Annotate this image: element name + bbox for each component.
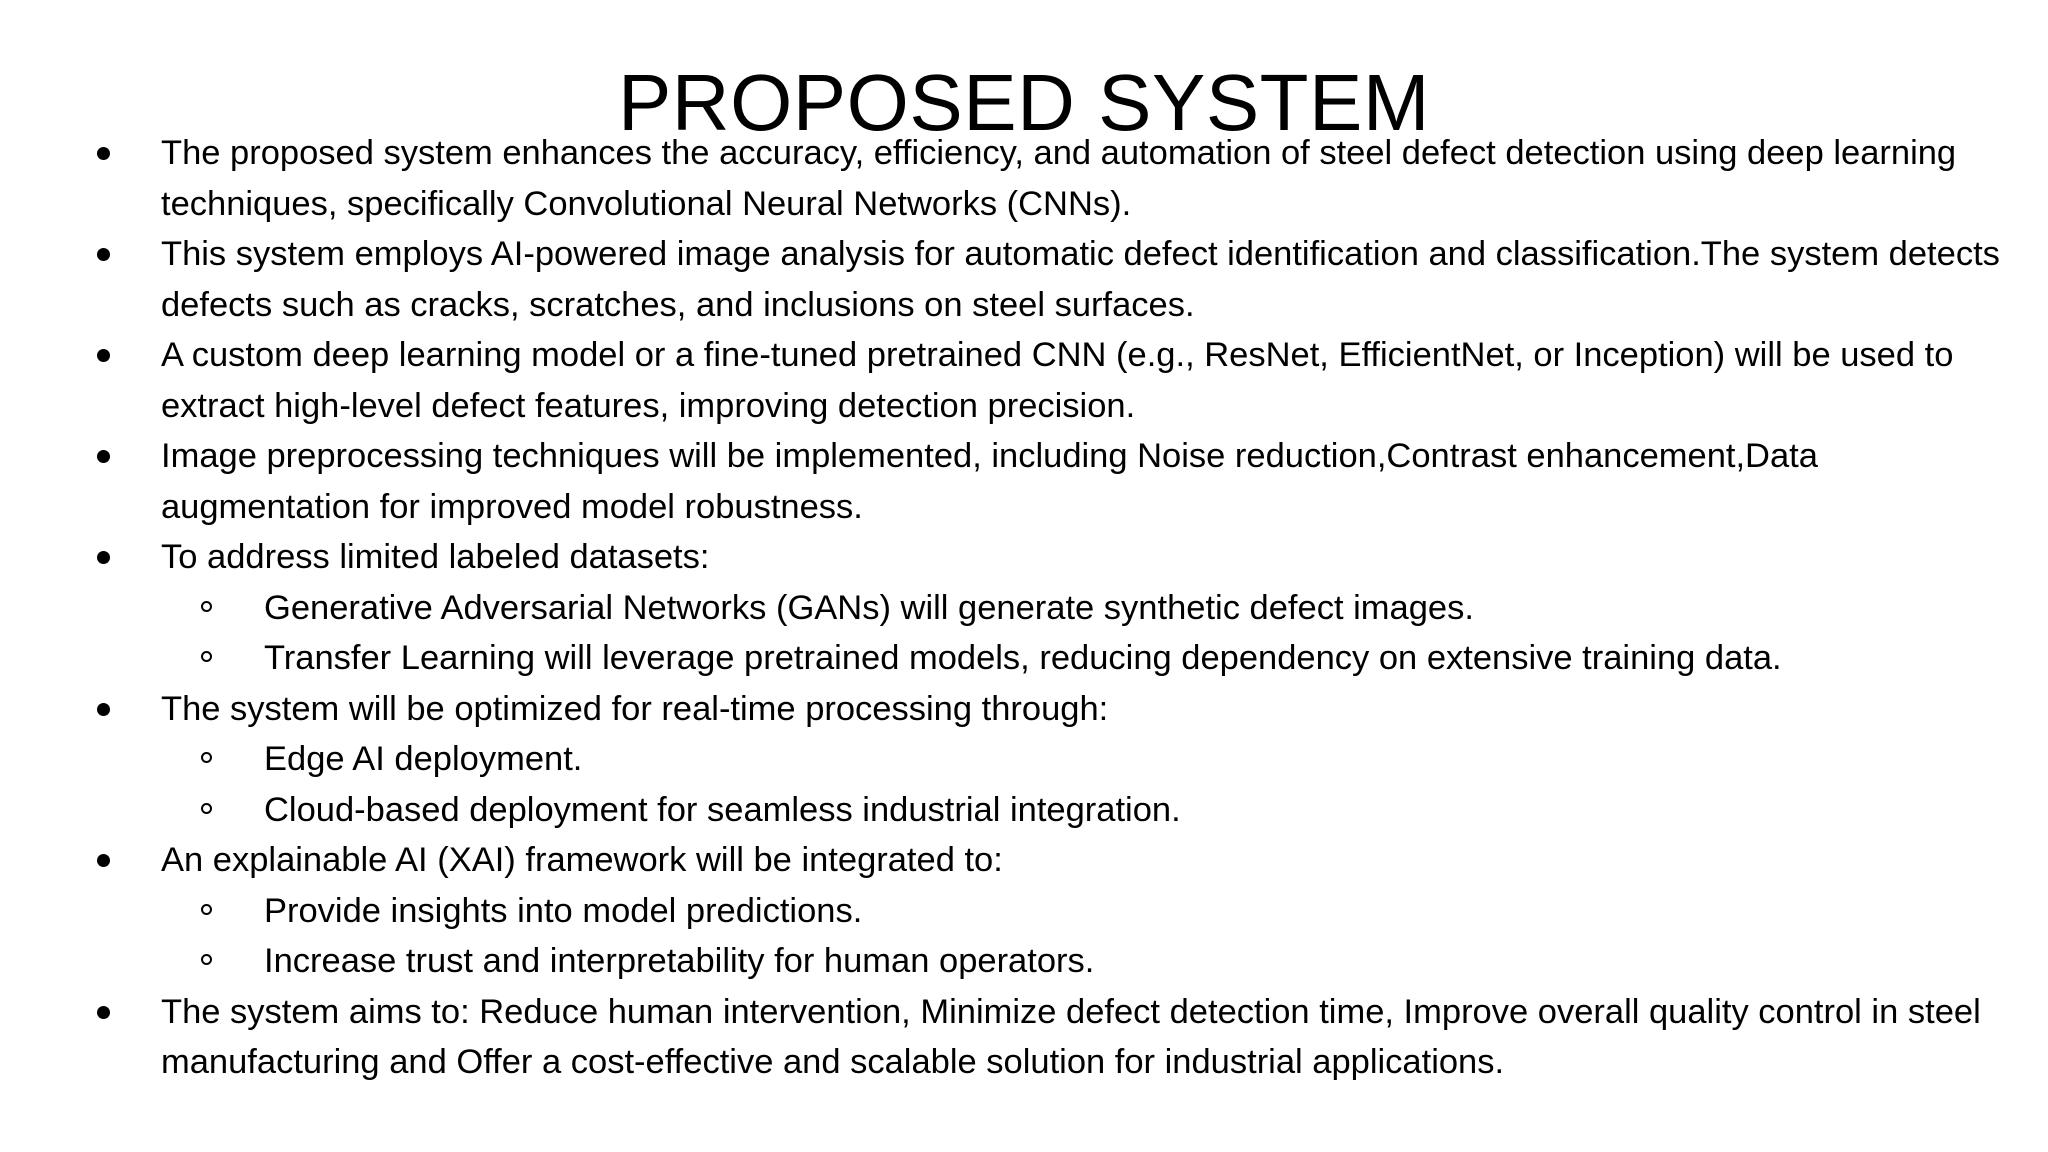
sub-bullet-item: [0, 583, 2048, 634]
bullet-text: The system will be optimized for real-time processing through:: [161, 689, 1109, 728]
bullet-circle-icon: [201, 954, 212, 965]
bullet-text: This system employs AI-powered image analysis for automatic defect identification and classification.The system detects defects such as cracks, scratches, and inclusions on steel surfaces.: [161, 235, 2000, 324]
sub-bullet-item: [0, 785, 2048, 836]
bullet-item: [0, 987, 2048, 1088]
bullet-text: Image preprocessing techniques will be implemented, including Noise reduction,Contrast enhancement,Data augmentation for improved model robustness.: [161, 437, 1818, 526]
bullet-item: [0, 431, 2048, 532]
bullet-disc-icon: [97, 349, 110, 362]
bullet-item: [0, 128, 2048, 229]
sub-bullet-item: [0, 936, 2048, 987]
bullet-item: [0, 684, 2048, 735]
sub-bullet-item: [0, 734, 2048, 785]
bullet-disc-icon: [97, 450, 110, 463]
sub-bullet-text: Increase trust and interpretability for human operators.: [264, 942, 1095, 980]
bullet-circle-icon: [201, 651, 212, 662]
bullet-circle-icon: [201, 752, 212, 763]
sub-bullet-text: Cloud-based deployment for seamless industrial integration.: [264, 790, 1181, 829]
bullet-item: [0, 229, 2048, 330]
bullet-list: [0, 128, 2048, 1088]
bullet-disc-icon: [97, 551, 110, 564]
bullet-item: [0, 835, 2048, 886]
bullet-text: A custom deep learning model or a fine-tuned pretrained CNN (e.g., ResNet, EfficientNet, or Inception) will be used to extract high-level defect features, improving detection precision.: [161, 336, 1954, 425]
bullet-text: The proposed system enhances the accuracy, efficiency, and automation of steel defect detection using deep learning techniques, specifically Convolutional Neural Networks (CNNs).: [161, 134, 1957, 223]
sub-bullet-text: Edge AI deployment.: [264, 740, 583, 778]
slide-title: PROPOSED SYSTEM: [617, 58, 1431, 147]
sub-bullet-item: [0, 633, 2048, 684]
bullet-item: [0, 330, 2048, 431]
sub-bullet-text: Provide insights into model predictions.: [264, 891, 863, 930]
bullet-circle-icon: [201, 601, 212, 612]
sub-bullet-item: [0, 886, 2048, 937]
bullet-disc-icon: [97, 147, 110, 160]
bullet-disc-icon: [97, 854, 110, 867]
bullet-circle-icon: [201, 904, 212, 915]
bullet-text: To address limited labeled datasets:: [161, 538, 710, 576]
bullet-item: [0, 532, 2048, 583]
bullet-disc-icon: [97, 1006, 110, 1019]
bullet-circle-icon: [201, 803, 212, 814]
sub-bullet-text: Generative Adversarial Networks (GANs) will generate synthetic defect images.: [264, 588, 1474, 627]
sub-bullet-text: Transfer Learning will leverage pretrained models, reducing dependency on extensive training data.: [264, 639, 1782, 677]
bullet-text: An explainable AI (XAI) framework will be integrated to:: [161, 841, 1003, 879]
bullet-text: The system aims to: Reduce human intervention, Minimize defect detection time, Improve overall quality control in steel manufacturing and Offer a cost-effective and scalable solution for industrial applications.: [161, 992, 1981, 1081]
bullet-disc-icon: [97, 248, 110, 261]
bullet-disc-icon: [97, 703, 110, 716]
